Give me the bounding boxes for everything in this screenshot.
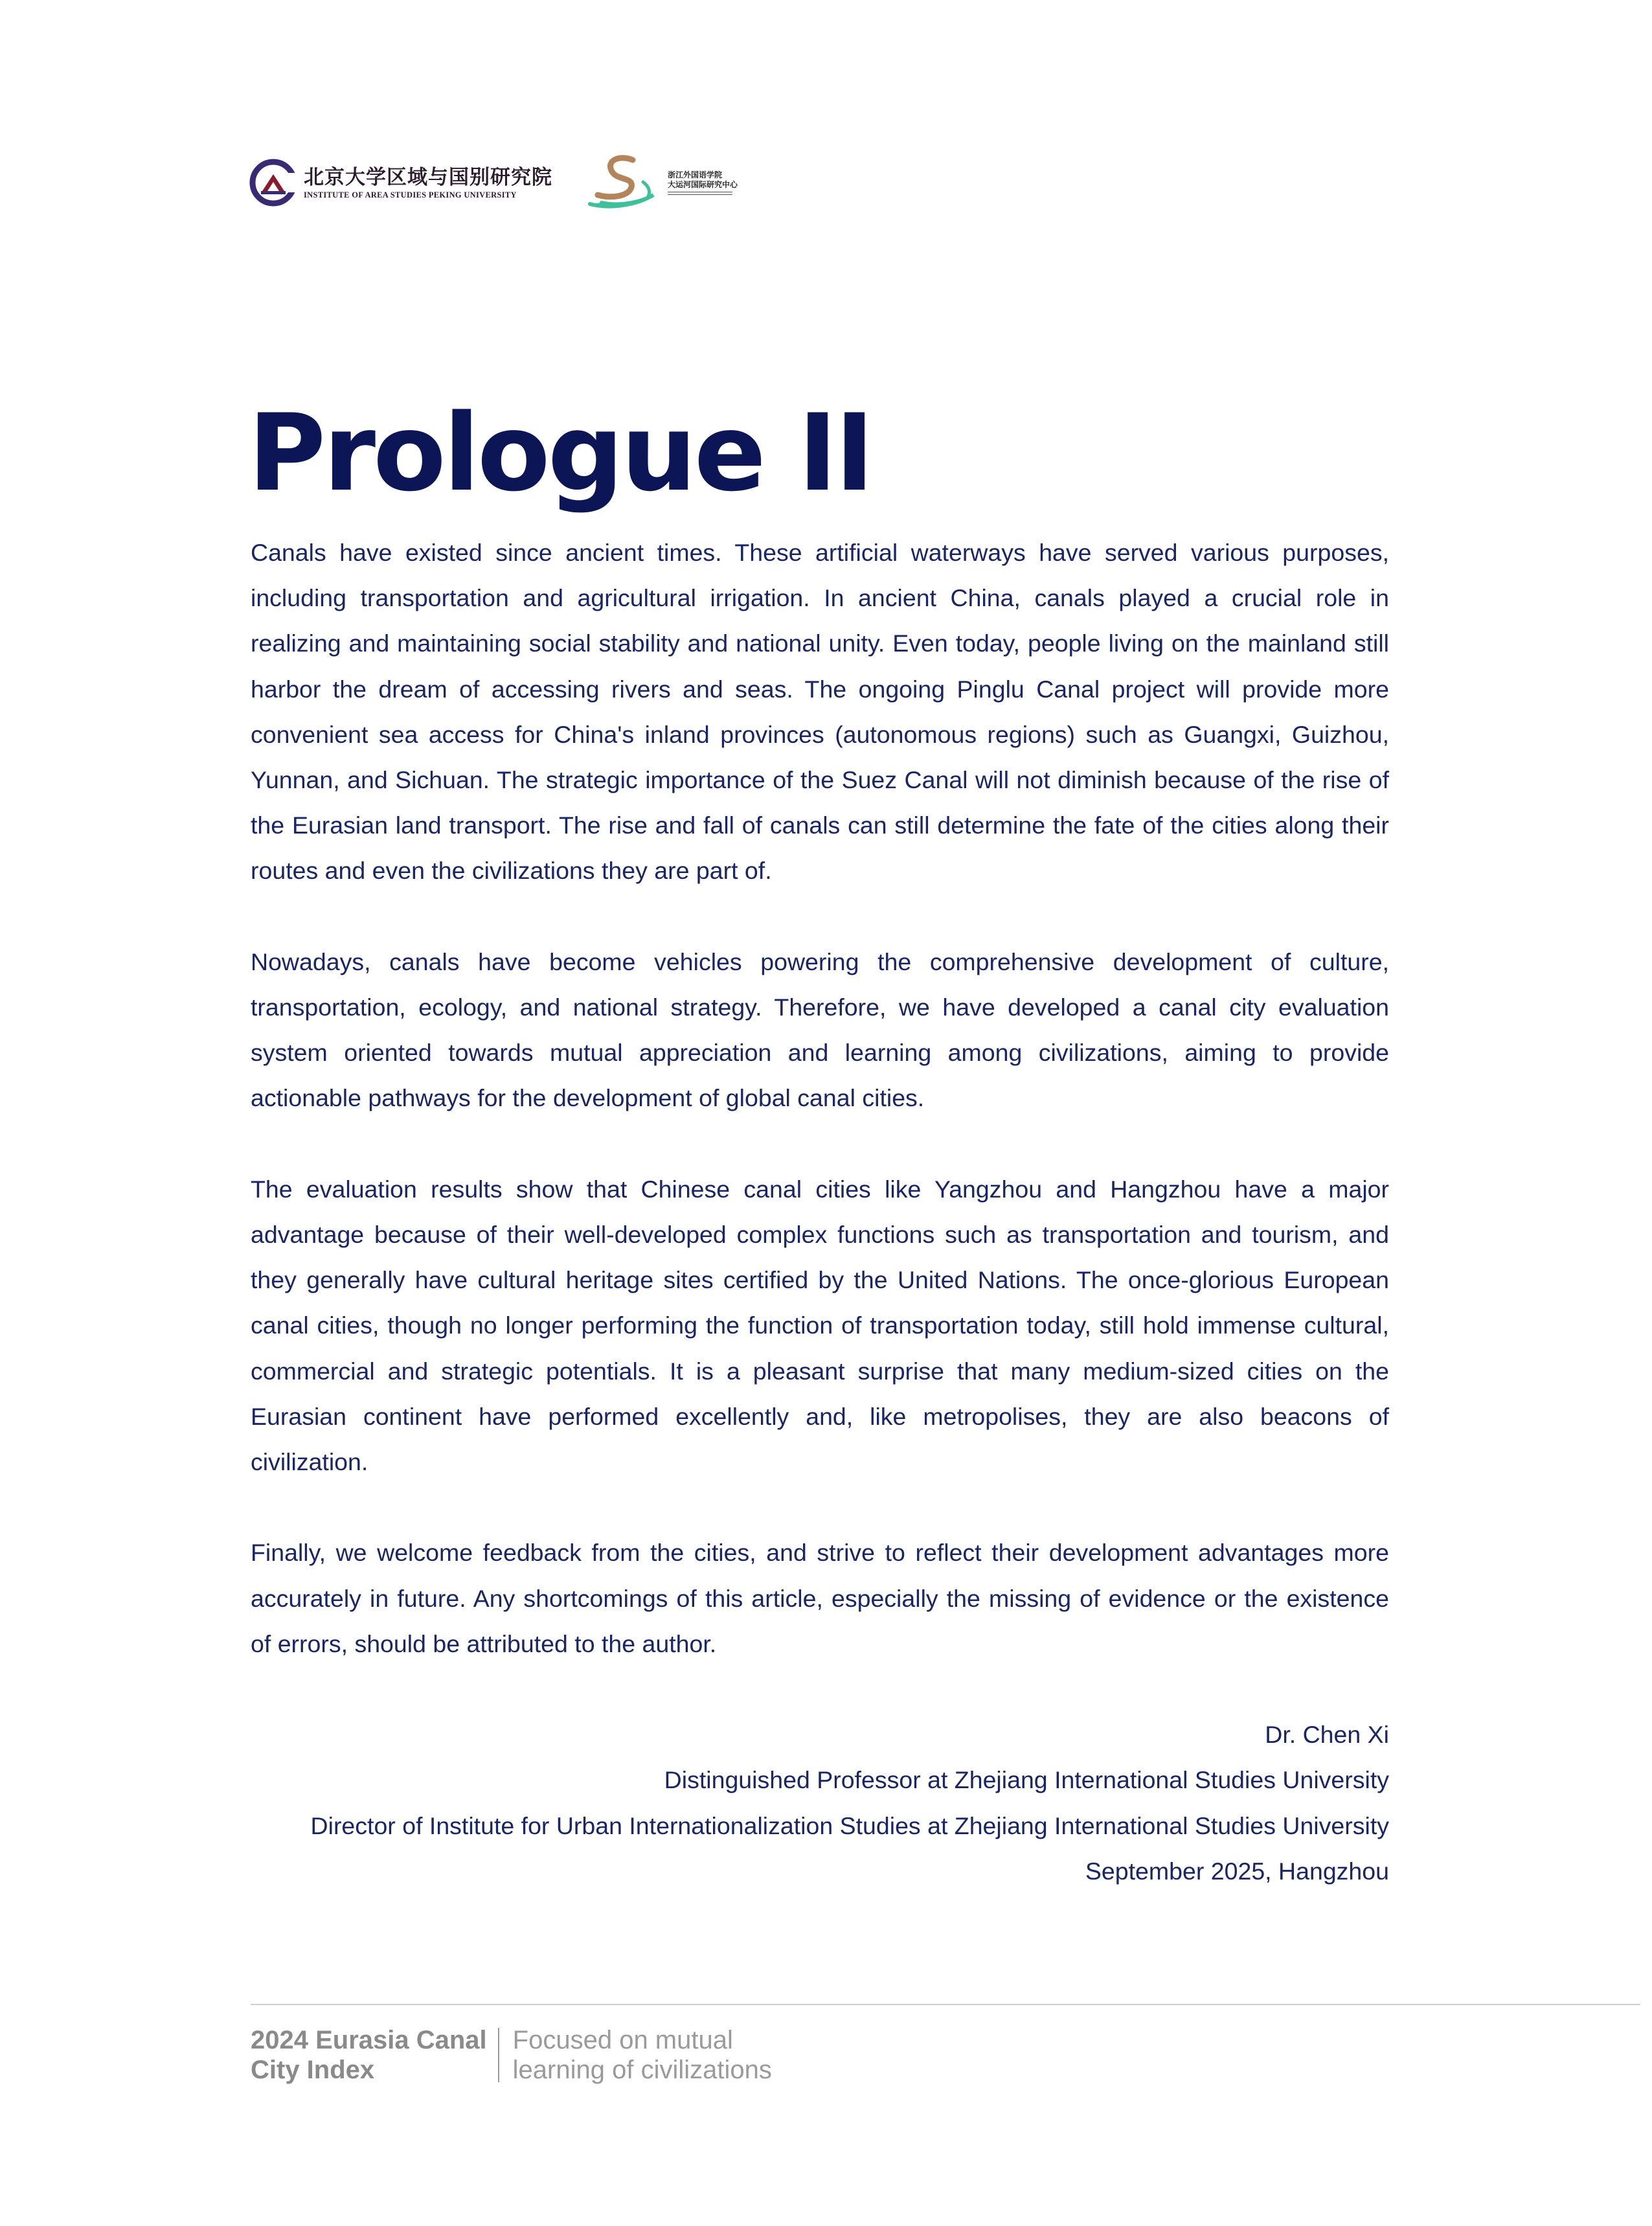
prologue-body [251,530,1389,1894]
peking-logo-name-en: INSTITUTE OF AREA STUDIES PEKING UNIVERSITY [304,190,517,199]
footer-report-name [251,2025,498,2085]
page-title: Prologue II [248,391,872,515]
author-title-director: Director of Institute for Urban Internationalization Studies at Zhejiang International Studies University [310,1811,1389,1839]
footer-divider-rule [251,2004,1640,2005]
page-footer [251,2025,772,2085]
zisu-logo-rule [668,192,732,195]
footer-report-name-line1: 2024 Eurasia Canal [251,2026,487,2054]
footer-report-name-line2: City Index [251,2056,375,2084]
author-title-professor: Distinguished Professor at Zhejiang International Studies University [664,1766,1389,1794]
paragraph-feedback: Finally, we welcome feedback from the cities, and strive to reflect their development advantages more accurately in future. Any shortcomings of this article, especially the missing of evidence or the existence of errors, should be attributed to the author. [251,1539,1389,1657]
peking-university-logo [249,159,552,207]
paragraph-canals-today: Nowadays, canals have become vehicles powering the comprehensive development of culture, transportation, ecology, and national strategy. Therefore, we have developed a canal city evaluation system oriented towards mutual appreciation and learning among civilizations, aiming to provide actionable pathways for the development of global canal cities. [251,948,1389,1112]
header-logos [249,144,738,221]
zisu-logo-name-line2: 大运河国际研究中心 [668,180,738,189]
signature-date-place: September 2025, Hangzhou [1085,1857,1389,1885]
author-name: Dr. Chen Xi [1265,1721,1389,1749]
peking-emblem-icon [249,159,297,207]
peking-logo-name-cn: 北京大学区域与国别研究院 [304,166,552,189]
footer-slogan [499,2025,772,2085]
paragraph-evaluation-results: The evaluation results show that Chinese canal cities like Yangzhou and Hangzhou have a major advantage because of their well-developed complex functions such as transportation and tourism, and they generally have cultural heritage sites certified by the United Nations. The once-glorious European canal cities, though no longer performing the function of transportation today, still hold immense cultural, commercial and strategic potentials. It is a pleasant surprise that many medium-sized cities on the Eurasian continent have performed excellently and, like metropolises, they are also beacons of civilization. [251,1175,1389,1476]
paragraph-canals-history: Canals have existed since ancient times. These artificial waterways have served various purposes, including transportation and agricultural irrigation. In ancient China, canals played a crucial role in realizing and maintaining social stability and national unity. Even today, people living on the mainland still harbor the dream of accessing rivers and seas. The ongoing Pinglu Canal project will provide more convenient sea access for China's inland provinces (autonomous regions) such as Guangxi, Guizhou, Yunnan, and Sichuan. The strategic importance of the Suez Canal will not diminish because of the rise of the Eurasian land transport. The rise and fall of canals can still determine the fate of the cities along their routes and even the civilizations they are part of. [251,539,1389,885]
canal-swirl-icon [586,153,664,212]
zisu-logo-name-line1: 浙江外国语学院 [668,170,723,179]
footer-slogan-line2: learning of civilizations [512,2056,772,2084]
footer-slogan-line1: Focused on mutual [512,2026,733,2054]
author-signature [251,1712,1389,1894]
zisu-canal-center-logo [586,153,738,212]
